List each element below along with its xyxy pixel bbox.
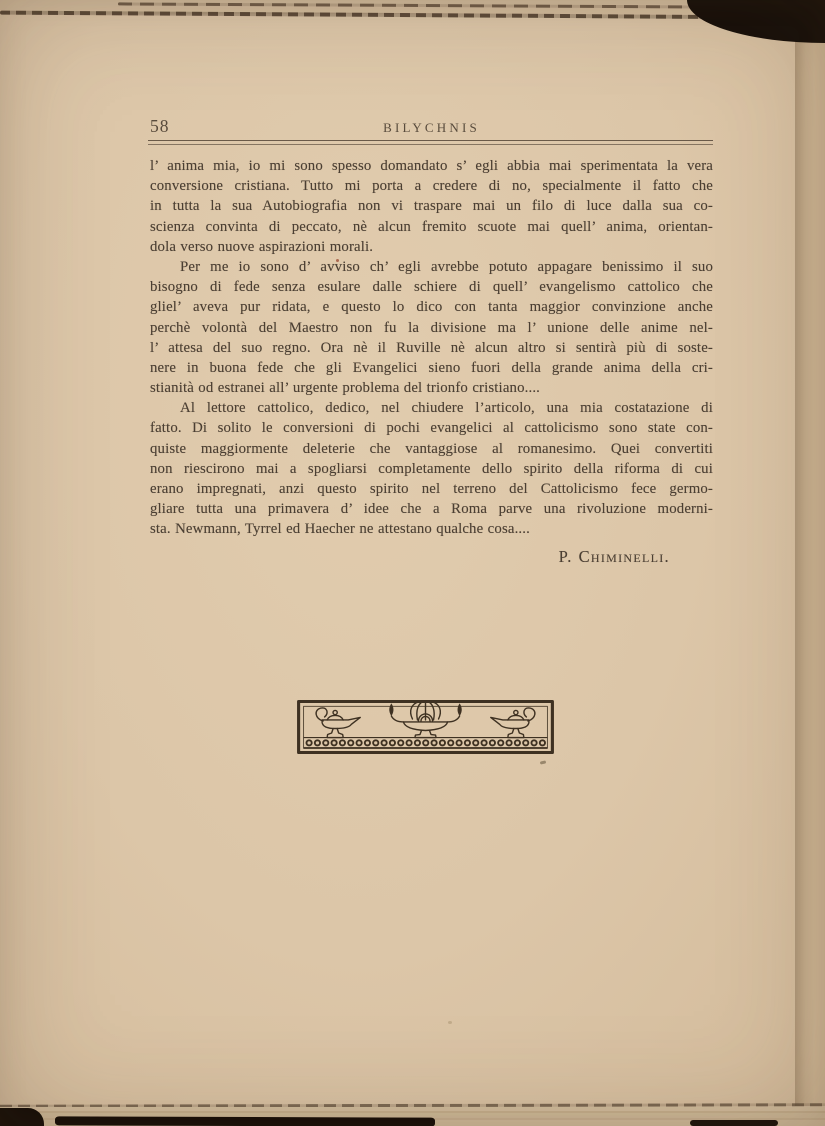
background-gap bbox=[690, 1120, 778, 1126]
text-line: bisogno di fede senza esulare dalle schiere di quell’ evangelismo cattolico che bbox=[150, 279, 713, 296]
text-line: gliare tutta una primavera d’ idee che a Roma parve una rivoluzione moderni- bbox=[150, 501, 713, 518]
author-signature: P. Chiminelli. bbox=[558, 546, 670, 566]
text-line: l’ anima mia, io mi sono spesso domandato s’ egli abbia mai sperimentata la vera bbox=[150, 158, 713, 174]
text-line: stianità od estranei all’ urgente problema del trionfo cristiano.... bbox=[150, 380, 541, 397]
text-line: perchè volontà del Maestro non fu la divisione ma l’ unione delle anime nel- bbox=[150, 319, 713, 336]
text-line: gliel’ aveva pur ridata, e questo lo dico con tanta maggior convinzione anche bbox=[150, 299, 713, 316]
text-line: sta. Newmann, Tyrrel ed Haecher ne attestano qualche cosa.... bbox=[150, 521, 530, 538]
text-line: Per me io sono d’ avviso ch’ egli avrebbe potuto appagare benissimo il suo bbox=[180, 258, 713, 275]
bead-border bbox=[304, 738, 547, 749]
text-line: nere in buona fede che gli Evangelici sieno fuori della grande anima della cri- bbox=[150, 359, 713, 376]
text-line: quiste maggiormente deleterie che vantaggiose al romanesimo. Quei convertiti bbox=[150, 440, 713, 457]
journal-title: BILYCHNIS bbox=[383, 120, 480, 135]
text-line: fatto. Di solito le conversioni di pochi evangelici al cattolicismo sono state con- bbox=[150, 420, 713, 437]
text-line: l’ attesa del suo regno. Ora nè il Ruville nè alcun altro si sentirà più di soste- bbox=[150, 339, 713, 356]
background-corner bbox=[0, 1108, 44, 1126]
text-line: dola verso nuove aspirazioni morali. bbox=[150, 238, 374, 255]
foxing-speck bbox=[448, 1021, 452, 1024]
background-gap bbox=[55, 1116, 435, 1126]
article-text bbox=[150, 156, 713, 567]
left-oil-lamp-icon bbox=[316, 708, 360, 738]
oil-lamps-ornament-icon bbox=[297, 699, 554, 755]
page-number: 58 bbox=[150, 116, 170, 136]
text-line: Al lettore cattolico, dedico, nel chiudere l’articolo, una mia costatazione di bbox=[180, 400, 713, 417]
right-oil-lamp-icon bbox=[491, 708, 535, 738]
text-line: non riescirono mai a spogliarsi completamente dello spirito della riforma di cui bbox=[150, 460, 713, 477]
running-head bbox=[150, 116, 713, 150]
text-line: scienza convinta di peccato, nè alcun fremito scuote mai quell’ anima, orientan- bbox=[150, 218, 713, 235]
header-rule bbox=[148, 140, 713, 145]
page-edge-right bbox=[795, 14, 825, 1106]
text-line: erano impregnati, anzi questo spirito nel terreno del Cattolicismo fece germo- bbox=[150, 481, 713, 497]
text-line: in tutta la sua Autobiografia non vi traspare mai un filo di luce dalla sua co- bbox=[150, 198, 713, 215]
text-line: conversione cristiana. Tutto mi porta a credere di no, specialmente il fatto che bbox=[150, 178, 713, 195]
